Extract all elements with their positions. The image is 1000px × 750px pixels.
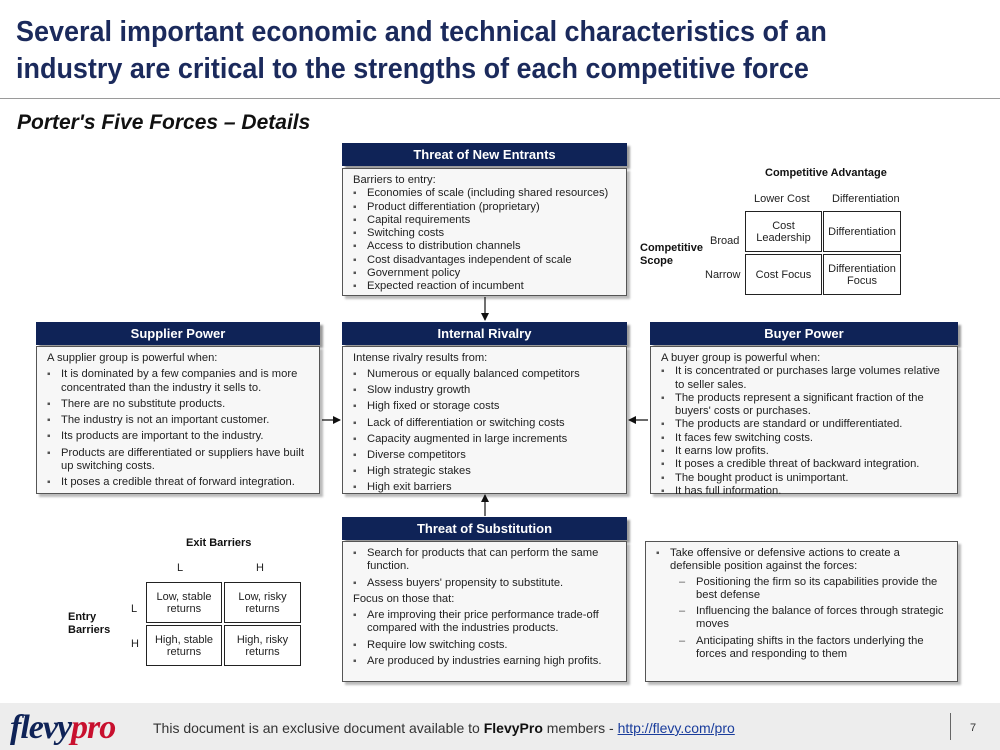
cell-high-risky: High, risky returns [224, 625, 301, 666]
col-lower-cost: Lower Cost [754, 193, 810, 205]
list-item: ▪ It earns low profits. [661, 445, 949, 458]
competitive-scope-label: Competitive Scope [640, 242, 703, 267]
list-item: ▪ Expected reaction of incumbent [353, 280, 618, 293]
internal-rivalry-list [353, 368, 618, 494]
footer [0, 703, 1000, 750]
actions-sublist [656, 576, 949, 662]
list-item: ▪ Its products are important to the industry. [47, 430, 311, 443]
entry-barriers-title: Entry Barriers [68, 611, 111, 636]
row-broad: Broad [710, 235, 740, 247]
list-item: ▪ It is concentrated or purchases large volumes relative to seller sales. [661, 365, 949, 392]
footer-text-after: members - [542, 720, 618, 736]
internal-rivalry-header: Internal Rivalry [342, 322, 627, 345]
list-item: ▪ It has full information. [661, 485, 949, 498]
list-item: ▪ Economies of scale (including shared resources) [353, 187, 618, 200]
substitution-header: Threat of Substitution [342, 517, 627, 540]
list-item: – Positioning the firm so its capabilities provide the best defense [656, 576, 949, 603]
page-number: 7 [970, 722, 977, 734]
logo-pro: pro [71, 709, 116, 746]
list-item: ▪ Capital requirements [353, 214, 618, 227]
page-subtitle: Porter's Five Forces – Details [17, 111, 311, 134]
substitution-list-b [353, 609, 618, 668]
list-item: ▪ Access to distribution channels [353, 240, 618, 253]
logo-main: flevy [10, 709, 72, 746]
buyer-power-header: Buyer Power [650, 322, 958, 345]
list-item: ▪ Switching costs [353, 227, 618, 240]
new-entrants-intro: Barriers to entry: [353, 174, 436, 186]
list-item: ▪ Product differentiation (proprietary) [353, 201, 618, 214]
list-item: ▪ Cost disadvantages independent of scale [353, 254, 618, 267]
page-title: Several important economic and technical characteristics of an industry are critical to the strengths of each competitive force [16, 16, 827, 85]
list-item: ▪ Products are differentiated or suppliers have built up switching costs. [47, 447, 311, 474]
title-divider [0, 98, 1000, 99]
competitive-advantage-title: Competitive Advantage [765, 167, 887, 179]
list-item: ▪ Diverse competitors [353, 449, 618, 462]
cell-differentiation-focus: Differentiation Focus [823, 254, 901, 295]
substitution-focus: Focus on those that: [353, 592, 455, 605]
cell-high-stable: High, stable returns [146, 625, 222, 666]
footer-text [153, 720, 735, 736]
supplier-power-box [36, 346, 320, 494]
footer-divider [950, 713, 951, 740]
list-item: ▪ Government policy [353, 267, 618, 280]
actions-box [645, 541, 958, 682]
list-item: ▪ Are improving their price performance trade-off compared with the industries products. [353, 609, 618, 636]
supplier-power-header: Supplier Power [36, 322, 320, 345]
list-item: ▪ It faces few switching costs. [661, 432, 949, 445]
supplier-power-list [47, 368, 311, 489]
exit-col-h: H [256, 562, 264, 574]
list-item: ▪ Assess buyers' propensity to substitute. [353, 577, 618, 590]
cell-cost-leadership: Cost Leadership [745, 211, 822, 252]
exit-col-l: L [177, 562, 184, 574]
cell-differentiation: Differentiation [823, 211, 901, 252]
footer-link[interactable]: http://flevy.com/pro [617, 720, 735, 736]
list-item: ▪ It is dominated by a few companies and is more concentrated than the industry it sells to. [47, 368, 311, 395]
list-item: ▪ Slow industry growth [353, 384, 618, 397]
list-item: ▪ The bought product is unimportant. [661, 472, 949, 485]
list-item: ▪ Search for products that can perform the same function. [353, 547, 618, 574]
substitution-list-a [353, 547, 618, 590]
actions-list [656, 547, 949, 574]
list-item: ▪ It poses a credible threat of backward integration. [661, 458, 949, 471]
list-item: ▪ The products represent a significant fraction of the buyers' costs or purchases. [661, 392, 949, 419]
cell-cost-focus: Cost Focus [745, 254, 822, 295]
flevypro-logo [10, 709, 115, 747]
list-item: ▪ There are no substitute products. [47, 398, 311, 411]
list-item: ▪ Capacity augmented in large increments [353, 433, 618, 446]
new-entrants-header: Threat of New Entrants [342, 143, 627, 166]
buyer-power-intro: A buyer group is powerful when: [661, 352, 821, 364]
buyer-power-list [661, 365, 949, 498]
cell-low-risky: Low, risky returns [224, 582, 301, 623]
new-entrants-list [353, 187, 618, 293]
cell-low-stable: Low, stable returns [146, 582, 222, 623]
entry-row-h: H [131, 638, 139, 650]
list-item: ▪ Numerous or equally balanced competitors [353, 368, 618, 381]
exit-barriers-title: Exit Barriers [186, 537, 252, 549]
supplier-power-intro: A supplier group is powerful when: [47, 352, 218, 364]
internal-rivalry-intro: Intense rivalry results from: [353, 352, 488, 364]
list-item: ▪ It poses a credible threat of forward integration. [47, 476, 311, 489]
substitution-box [342, 541, 627, 682]
footer-brand: FlevyPro [483, 720, 543, 736]
list-item: ▪ High exit barriers [353, 481, 618, 494]
list-item: ▪ Are produced by industries earning high profits. [353, 655, 618, 668]
col-differentiation: Differentiation [832, 193, 900, 205]
list-item: – Influencing the balance of forces through strategic moves [656, 605, 949, 632]
list-item: ▪ Take offensive or defensive actions to create a defensible position against the forces: [656, 547, 949, 574]
list-item: ▪ The industry is not an important customer. [47, 414, 311, 427]
list-item: ▪ High fixed or storage costs [353, 400, 618, 413]
list-item: ▪ The products are standard or undifferentiated. [661, 418, 949, 431]
internal-rivalry-box [342, 346, 627, 494]
list-item: ▪ High strategic stakes [353, 465, 618, 478]
buyer-power-box [650, 346, 958, 497]
new-entrants-box [342, 168, 627, 296]
entry-row-l: L [131, 603, 138, 615]
footer-text-before: This document is an exclusive document available to [153, 720, 484, 736]
list-item: – Anticipating shifts in the factors underlying the forces and responding to them [656, 635, 949, 662]
list-item: ▪ Require low switching costs. [353, 639, 618, 652]
list-item: ▪ Lack of differentiation or switching costs [353, 417, 618, 430]
row-narrow: Narrow [705, 269, 741, 281]
